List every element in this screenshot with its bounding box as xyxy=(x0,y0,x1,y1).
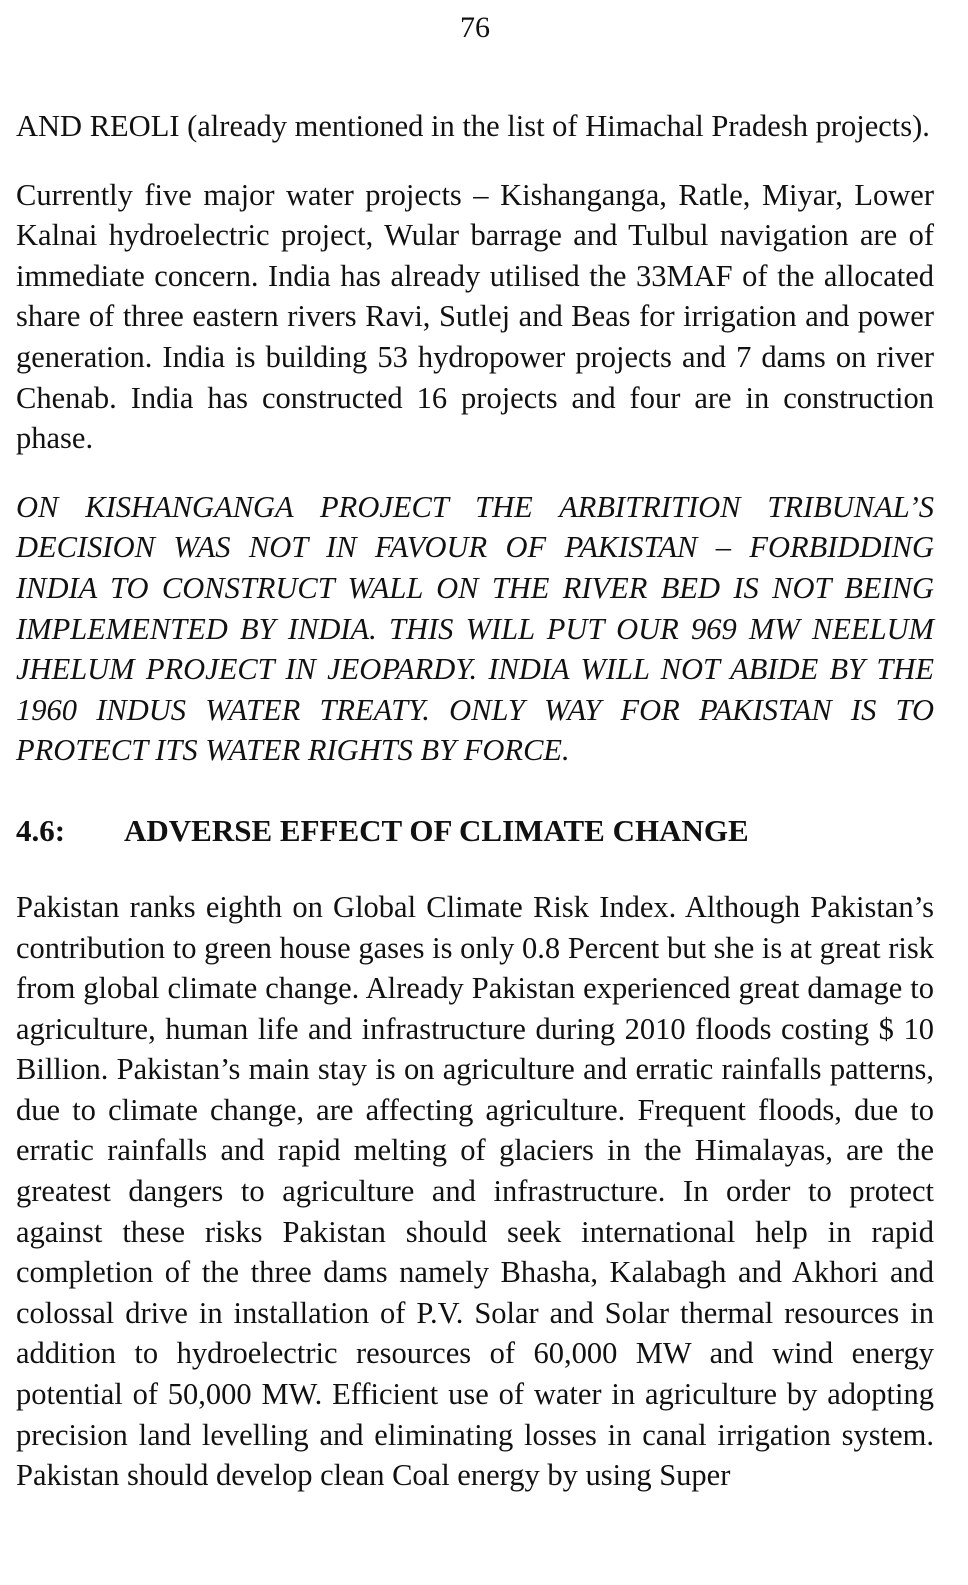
section-title: ADVERSE EFFECT OF CLIMATE CHANGE xyxy=(124,812,749,848)
section-number: 4.6: xyxy=(16,812,66,848)
emphasis-paragraph: ON KISHANGANGA PROJECT THE ARBITRITION TRIBUNAL’S DECISION WAS NOT IN FAVOUR OF PAKISTAN – FORBIDDING INDIA TO CONSTRUCT WALL ON THE RIVER BED IS NOT BEING IMPLEMENTED BY INDIA. THIS WILL PUT OUR 969 MW NEELUM JHELUM PROJECT IN JEOPARDY. INDIA WILL NOT ABIDE BY THE 1960 INDUS WATER TREATY. ONLY WAY FOR PAKISTAN IS TO PROTECT ITS WATER RIGHTS BY FORCE. xyxy=(16,489,934,768)
intro-paragraph: AND REOLI (already mentioned in the list of Himachal Pradesh projects). xyxy=(16,109,930,143)
climate-paragraph: Pakistan ranks eighth on Global Climate Risk Index. Although Pakistan’s contribution to green house gases is only 0.8 Percent but she is at great risk from global climate change. Already Pakistan experienced great damage to agriculture, human life and infrastructure during 2010 floods costing $ 10 Billion. Pakistan’s main stay is on agriculture and erratic rainfalls patterns, due to climate change, are affecting agriculture. Frequent floods, due to erratic rainfalls and rapid melting of glaciers in the Himalayas, are the greatest dangers to agriculture and infrastructure. In order to protect against these risks Pakistan should seek international help in rapid completion of the three dams namely Bhasha, Kalabagh and Akhori and colossal drive in installation of P.V. Solar and Solar thermal resources in addition to hydroelectric resources of 60,000 MW and wind energy potential of 50,000 MW. Efficient use of water in agriculture by adopting precision land levelling and eliminating losses in canal irrigation system. Pakistan should develop clean Coal energy by using Super xyxy=(16,889,934,1493)
section-heading xyxy=(16,811,934,851)
current-projects-paragraph: Currently five major water projects – Kishanganga, Ratle, Miyar, Lower Kalnai hydroelectric project, Wular barrage and Tulbul navigation are of immediate concern. India has already utilised the 33MAF of the allocated share of three eastern rivers Ravi, Sutlej and Beas for irrigation and power generation. India is building 53 hydropower projects and 7 dams on river Chenab. India has constructed 16 projects and four are in construction phase. xyxy=(16,177,934,456)
page-number: 76 xyxy=(460,11,490,44)
